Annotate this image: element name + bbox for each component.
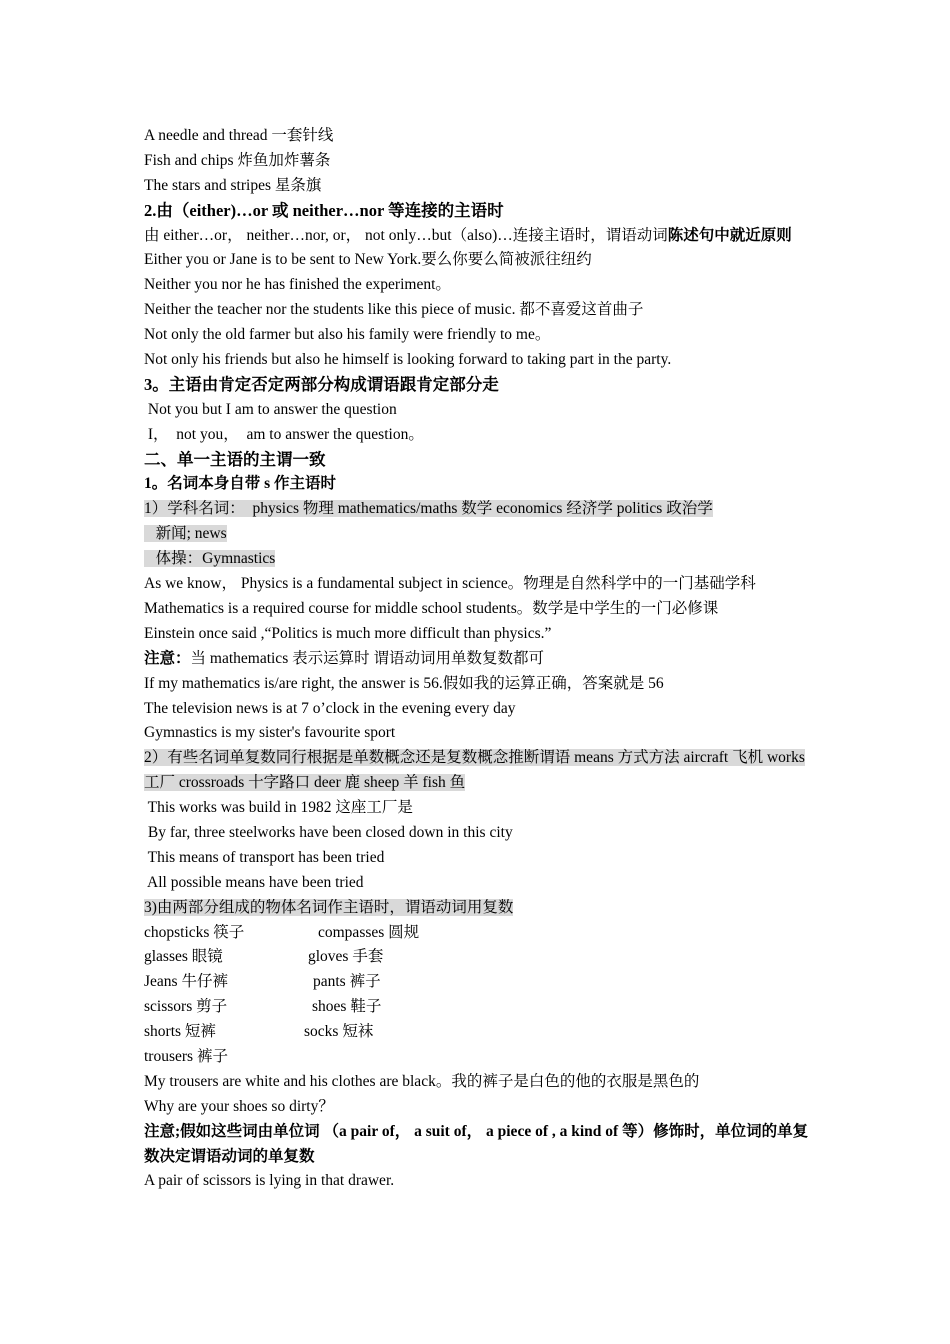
text-line: My trousers are white and his clothes are black。我的裤子是白色的他的衣服是黑色的 — [144, 1072, 700, 1090]
highlighted-line — [144, 896, 810, 921]
highlight-text: 新闻; news — [144, 525, 227, 543]
text-line: This means of transport has been tried — [144, 848, 385, 866]
vocab-right: pants 裤子 — [313, 973, 381, 991]
text-line: Neither the teacher nor the students like this piece of music. 都不喜爱这首曲子 — [144, 301, 644, 319]
vocab-pair-row — [144, 995, 810, 1020]
section-heading: 3。主语由肯定否定两部分构成谓语跟肯定部分走 — [144, 374, 499, 394]
highlighted-line — [144, 497, 810, 522]
text-line: As we know， Physics is a fundamental subject in science。物理是自然科学中的一门基础学科 — [144, 575, 756, 593]
text-line: By far, three steelworks have been closed down in this city — [144, 823, 513, 841]
vocab-pair-row — [144, 921, 810, 946]
text-line: Not you but I am to answer the question — [144, 400, 397, 418]
text-line: Fish and chips 炸鱼加炸薯条 — [144, 151, 331, 169]
vocab-left: scissors 剪子 — [144, 998, 228, 1016]
text-line: All possible means have been tried — [144, 873, 364, 891]
vocab-left: chopsticks 筷子 — [144, 923, 245, 941]
vocab-left: Jeans 牛仔裤 — [144, 973, 228, 991]
vocab-right: shoes 鞋子 — [312, 998, 382, 1016]
text-line: Why are your shoes so dirty？ — [144, 1097, 334, 1115]
note-paragraph: 注意;假如这些词由单位词 （a pair of， a suit of， a piece of , a kind of 等）修饰时，单位词的单复数决定谓语动词的单复数 — [144, 1122, 809, 1165]
text-line: The television news is at 7 o’clock in the evening every day — [144, 699, 516, 717]
rule-paragraph — [144, 224, 810, 249]
text-line: If my mathematics is/are right, the answer is 56.假如我的运算正确，答案就是 56 — [144, 674, 664, 692]
text-line: Either you or Jane is to be sent to New York.要么你要么简被派往纽约 — [144, 251, 592, 269]
rule-text: 由 either…or， neither…nor, or， not only…but（also)…连接主语时，谓语动词 — [144, 226, 668, 244]
highlighted-paragraph — [144, 746, 810, 796]
vocab-right: gloves 手套 — [308, 948, 384, 966]
rule-emphasis: 陈述句中就近原则 — [667, 226, 792, 244]
vocab-pair-row — [144, 1020, 810, 1045]
text-line: This works was build in 1982 这座工厂是 — [144, 799, 413, 817]
highlight-text: 3)由两部分组成的物体名词作主语时，谓语动词用复数 — [144, 898, 514, 916]
vocab-left: shorts 短裤 — [144, 1023, 216, 1041]
note-text: 当 mathematics 表示运算时 谓语动词用单数复数都可 — [190, 649, 544, 667]
text-line: Einstein once said ,“Politics is much more difficult than physics.” — [144, 624, 552, 642]
vocab-pair-row — [144, 970, 810, 995]
highlighted-line — [144, 522, 810, 547]
text-line: Gymnastics is my sister's favourite sport — [144, 724, 396, 742]
highlight-text: 1）学科名词： physics 物理 mathematics/maths 数学 economics 经济学 politics 政治学 — [144, 500, 713, 518]
text-line: Not only the old farmer but also his family were friendly to me。 — [144, 326, 551, 344]
text-line: Not only his friends but also he himself is looking forward to taking part in the party. — [144, 351, 672, 369]
note-label: 注意： — [144, 649, 191, 667]
note-line — [144, 647, 810, 672]
vocab-left: trousers 裤子 — [144, 1048, 228, 1065]
vocab-left: glasses 眼镜 — [144, 948, 223, 966]
text-line: The stars and stripes 星条旗 — [144, 176, 322, 194]
highlight-text: 2）有些名词单复数同行根据是单数概念还是复数概念推断谓语 means 方式方法 aircraft 飞机 works 工厂 crossroads 十字路口 deer 鹿 sheep 羊 fish 鱼 — [144, 749, 805, 792]
document-page — [144, 124, 810, 1194]
text-line: A pair of scissors is lying in that drawer. — [144, 1172, 395, 1190]
text-line: Neither you nor he has finished the experiment。 — [144, 276, 451, 294]
vocab-pair-row — [144, 945, 810, 970]
highlighted-line — [144, 547, 810, 572]
section-heading: 2.由（either)…or 或 neither…nor 等连接的主语时 — [144, 200, 504, 220]
chapter-heading: 二、单一主语的主谓一致 — [144, 449, 326, 469]
highlight-text: 体操：Gymnastics — [144, 550, 276, 568]
text-line: I， not you， am to answer the question。 — [144, 425, 424, 443]
vocab-right: socks 短袜 — [304, 1023, 374, 1041]
sub-heading: 1。名词本身自带 s 作主语时 — [144, 475, 337, 493]
vocab-pair-row — [144, 1045, 810, 1070]
text-line: Mathematics is a required course for middle school students。数学是中学生的一门必修课 — [144, 599, 719, 617]
text-line: A needle and thread 一套针线 — [144, 127, 334, 144]
vocab-right: compasses 圆规 — [318, 923, 420, 941]
